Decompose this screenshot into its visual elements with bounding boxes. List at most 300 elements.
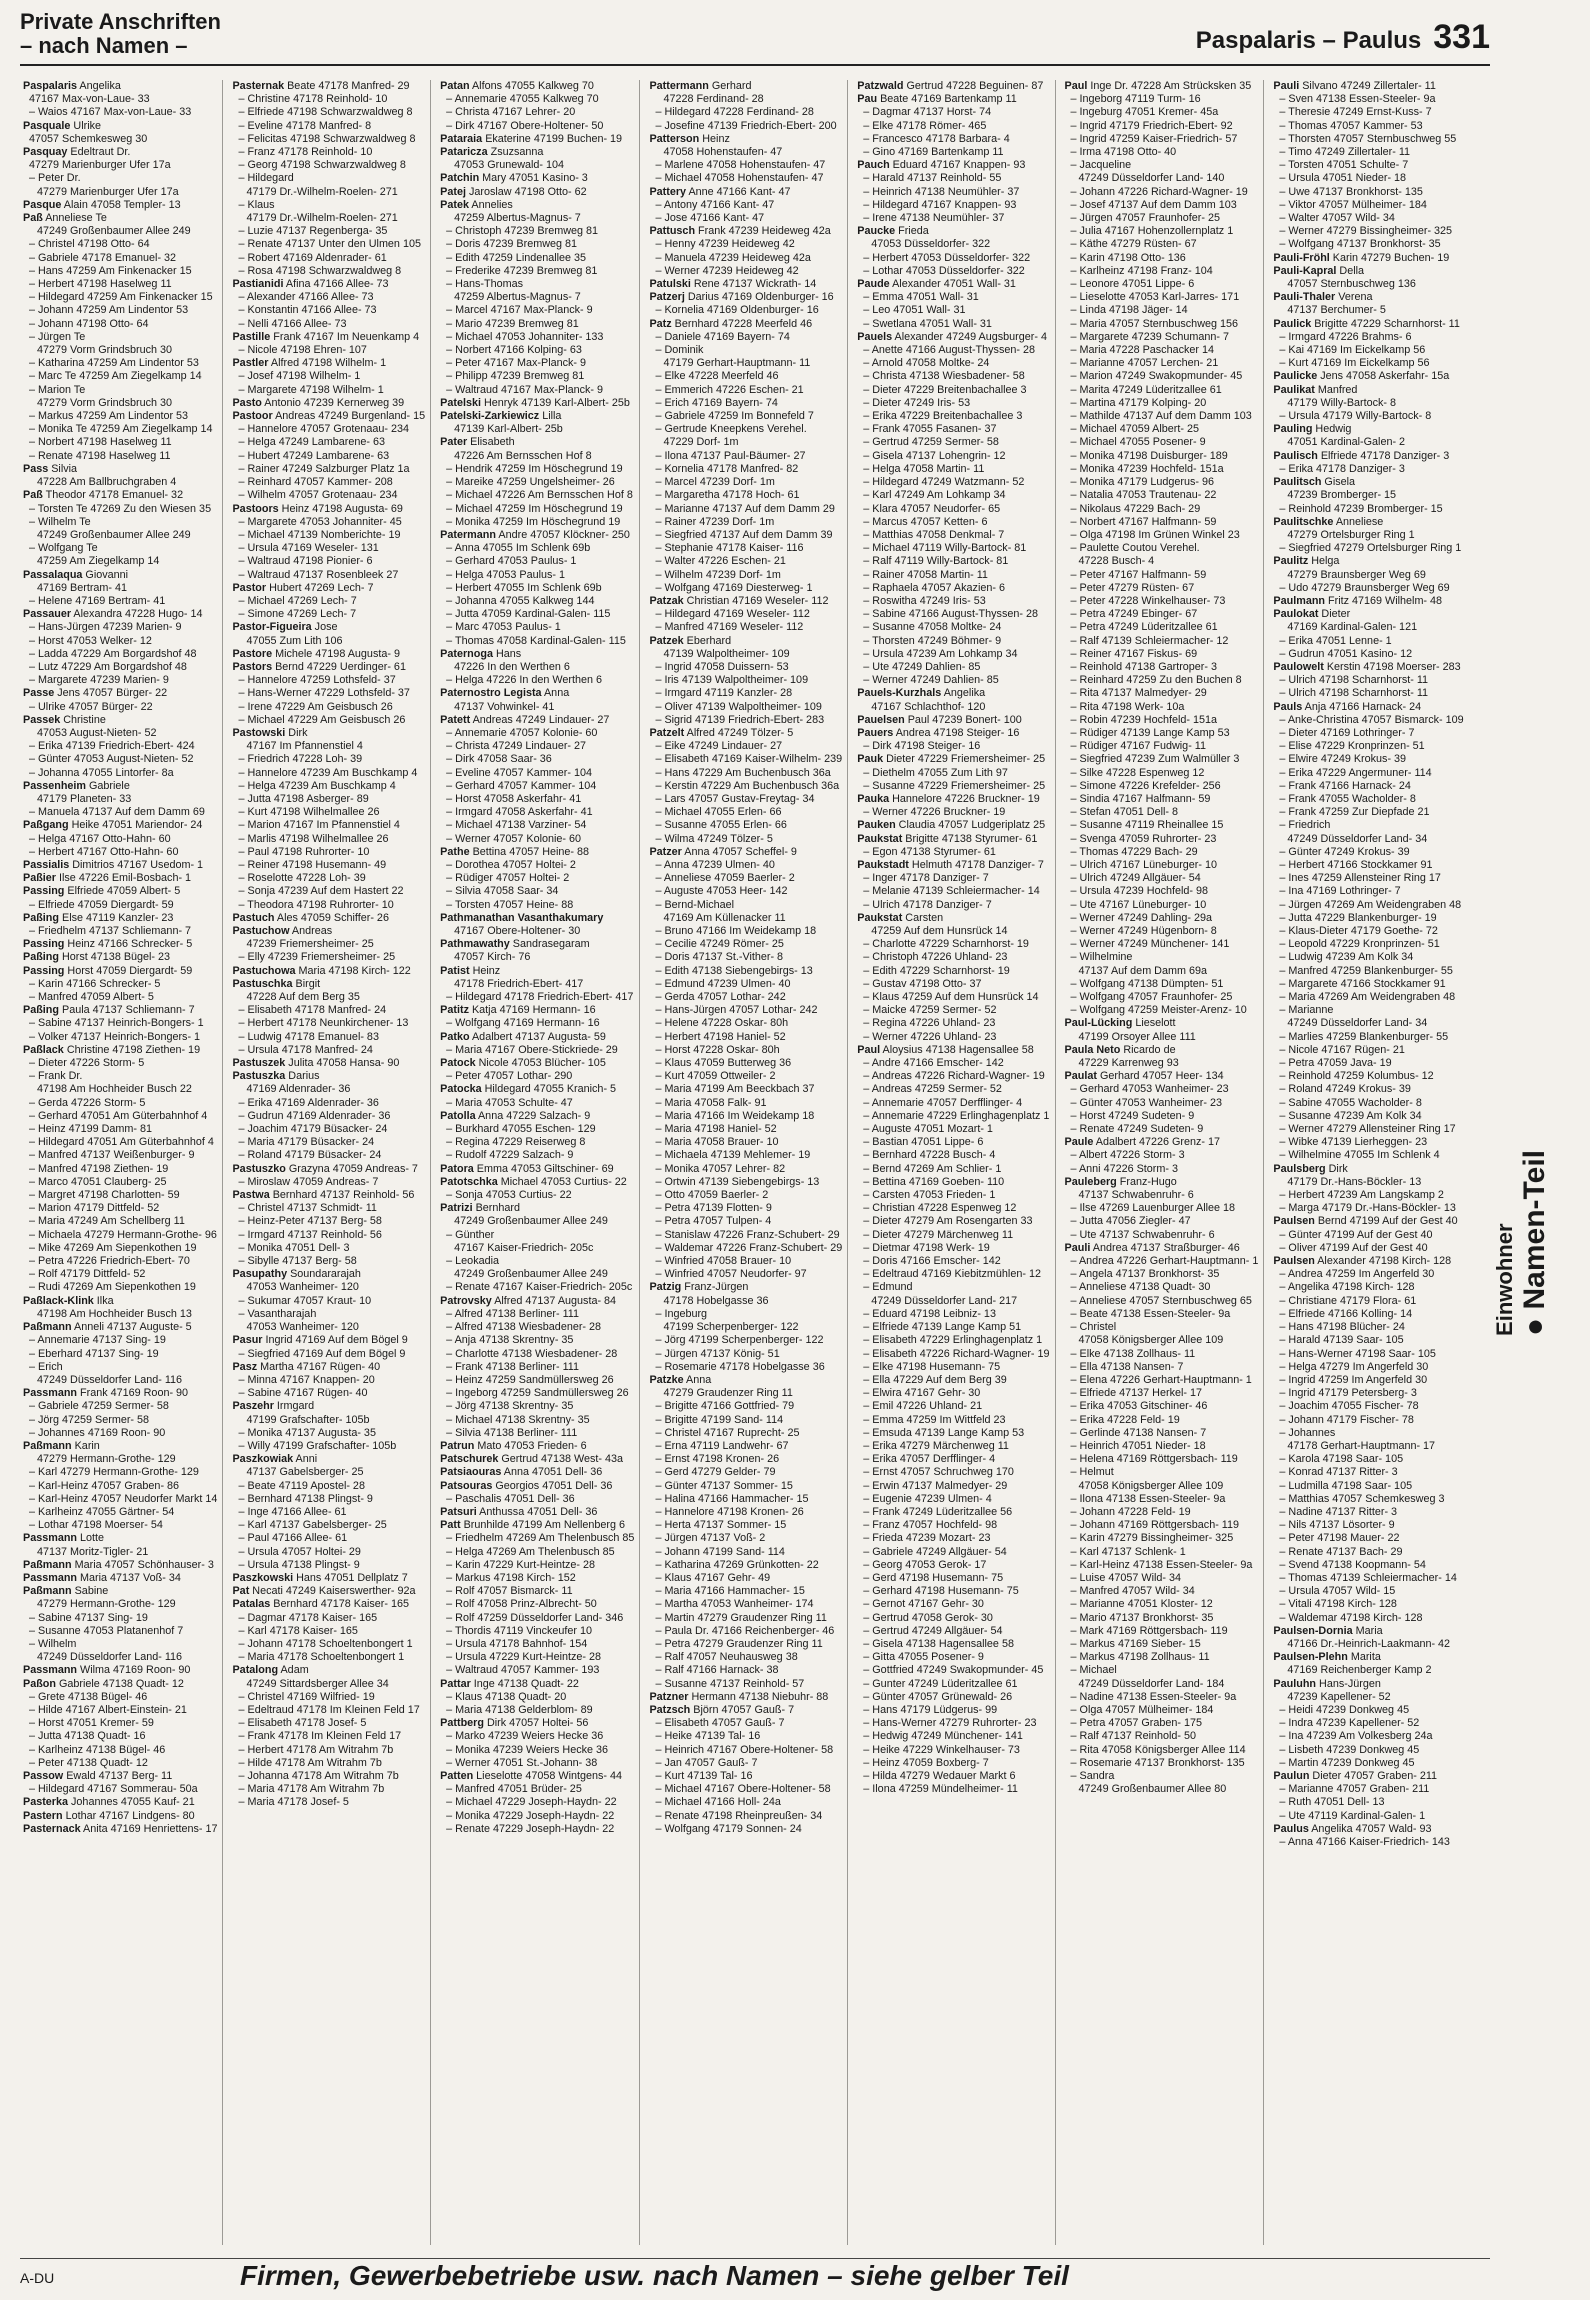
surname: Pataraia: [440, 132, 483, 145]
listing-entry: – Markus 47198 Kirch- 152: [446, 1571, 576, 1584]
listing-detail: Horst 47138 Bügel- 23: [59, 951, 171, 964]
listing-entry: – Susanne 47137 Reinhold- 57: [655, 1677, 805, 1690]
listing-entry: – Ulrich 47178 Danziger- 7: [863, 898, 992, 911]
listing-address-continuation: 47053 Düsseldorfer- 322: [871, 238, 991, 251]
listing-detail: Brunhilde 47199 Am Nellenberg 6: [460, 1519, 626, 1532]
listing-entry: – Irma 47198 Otto- 40: [1070, 146, 1177, 159]
listing-entry-head: [23, 1532, 217, 1545]
listing-entry: – Luzie 47137 Regenberga- 35: [238, 225, 388, 238]
listing-entry: – Bernd-Michael: [655, 898, 735, 911]
listing-address-continuation: 47179 Planeten- 33: [37, 792, 132, 805]
listing-entry: – Michael 47059 Albert- 25: [1070, 423, 1199, 436]
listing-entry: – Horst 47053 Welker- 12: [29, 634, 152, 647]
listing-entry: – Margarete 47198 Wilhelm- 1: [238, 383, 384, 396]
listing-entry-head: [232, 965, 425, 978]
listing-entry: – Monika Te 47259 Am Ziegelkamp 14: [29, 423, 213, 436]
listing-entry: – Josefine 47139 Friedrich-Ebert- 200: [655, 119, 837, 132]
listing-entry: – Sabine 47166 August-Thyssen- 28: [863, 608, 1038, 621]
surname: Patzer: [649, 845, 682, 858]
listing-entry-head: [23, 1823, 217, 1836]
listing-entry: – Dieter 47169 Lothringer- 7: [1279, 726, 1415, 739]
listing-entry: – Jutta 47059 Kardinal-Galen- 115: [446, 608, 611, 621]
listing-entry: – Thomas 47058 Kardinal-Galen- 115: [446, 634, 626, 647]
listing-entry: – Ursula 47229 Kurt-Heintze- 28: [446, 1651, 602, 1664]
listing-entry-head: [857, 331, 1049, 344]
listing-entry: – Maria 47166 Im Weidekamp 18: [655, 1109, 815, 1122]
listing-entry: – Bernd 47269 Am Schlier- 1: [863, 1162, 1002, 1175]
surname: Patzsch: [649, 1703, 691, 1716]
surname: Paternoga: [440, 647, 493, 660]
listing-detail: Ricardo de: [1120, 1043, 1176, 1056]
listing-entry: – Klaus 47259 Auf dem Hunsrück 14: [863, 991, 1039, 1004]
listing-entry: – Elisabeth 47057 Gauß- 7: [655, 1717, 785, 1730]
surname: Patock: [440, 1057, 476, 1070]
listing-entry: – Sukumar 47057 Kraut- 10: [238, 1294, 372, 1307]
listing-entry: – Georg 47198 Schwarzwaldweg 8: [238, 159, 406, 172]
listing-detail: Antonio 47239 Kernerweg 39: [261, 396, 405, 409]
listing-entry: – Gabriele 47249 Allgäuer- 54: [863, 1545, 1007, 1558]
listing-entry-head: [1273, 608, 1463, 621]
listing-detail: Kerstin 47198 Moerser- 283: [1323, 660, 1461, 673]
listing-entry: – Helga 47269 Am Thelenbusch 85: [446, 1545, 615, 1558]
listing-entry: – Hildegard 47169 Weseler- 112: [655, 608, 810, 621]
surname: Passmann: [23, 1571, 78, 1584]
surname: Pauken: [857, 819, 896, 832]
listing-entry: – Marianne: [1279, 1004, 1334, 1017]
listing-entry: – Ernst 47198 Kronen- 26: [655, 1453, 780, 1466]
listing-entry: – Paul 47166 Allee- 61: [238, 1532, 348, 1545]
listing-entry: – Svenga 47059 Ruhrorter- 23: [1070, 832, 1217, 845]
listing-entry: – Margret 47198 Charlotten- 59: [29, 1189, 180, 1202]
surname: Paßmann: [23, 1439, 72, 1452]
listing-entry: – Josef 47137 Auf dem Damm 103: [1070, 198, 1237, 211]
surname: Patulski: [649, 278, 691, 291]
listing-entry-head: [1273, 80, 1463, 93]
listing-detail: Bernd 47199 Auf der Gest 40: [1314, 1215, 1458, 1228]
listing-entry: – Herbert 47167 Otto-Hahn- 60: [29, 845, 179, 858]
listing-entry-head: [440, 912, 634, 925]
listing-entry-head: [649, 186, 842, 199]
listing-entry: – Egon 47138 Styrumer- 61: [863, 845, 996, 858]
listing-detail: Dieter 47057 Graben- 211: [1309, 1770, 1438, 1782]
listing-detail: Hubert 47269 Lech- 7: [266, 581, 374, 594]
listing-entry: – Edith 47229 Scharnhorst- 19: [863, 964, 1010, 977]
surname: Patitz: [440, 1004, 469, 1017]
listing-entry: – Elke 47198 Husemann- 75: [863, 1360, 1001, 1373]
listing-entry: – Dirk 47167 Obere-Holtener- 50: [446, 119, 604, 132]
listing-entry: – Franz 47057 Hochfeld- 98: [863, 1519, 998, 1532]
listing-entry-head: [649, 1691, 842, 1704]
listing-detail: Frank 47169 Roon- 90: [77, 1387, 189, 1400]
listing-entry: – Rainer 47058 Martin- 11: [863, 568, 988, 581]
listing-detail: Paul 47239 Bonert- 100: [904, 713, 1022, 726]
listing-entry-head: [232, 621, 425, 634]
listing-detail: Julita 47058 Hansa- 90: [285, 1057, 400, 1070]
surname: Paukstat: [857, 911, 903, 924]
listing-entry: – Edith 47259 Lindenallee 35: [446, 251, 587, 264]
listing-entry: – Erika 47228 Feld- 19: [1070, 1413, 1180, 1426]
listing-entry: – Irmgard 47137 Reinhold- 56: [238, 1228, 382, 1241]
listing-detail: Soundararajah: [287, 1268, 361, 1281]
listing-entry: – Johann 47199 Sand- 114: [655, 1545, 785, 1558]
listing-entry: – Bernhard 47228 Busch- 4: [863, 1149, 996, 1162]
listing-entry: – Hans-Werner 47229 Lothsfeld- 37: [238, 687, 410, 700]
listing-entry: – Thomas 47057 Kammer- 53: [1279, 119, 1423, 132]
surname: Patko: [440, 1030, 470, 1043]
listing-entry: – Hilde 47178 Am Witrahm 7b: [238, 1756, 382, 1769]
listing-entry-head: [232, 582, 425, 595]
listing-entry: – Petra 47249 Ebinger- 67: [1070, 608, 1198, 621]
surname: Pass: [23, 462, 49, 475]
listing-entry: – Klaus 47059 Butterweg 36: [655, 1057, 792, 1070]
listing-entry: – Georg 47053 Gerok- 17: [863, 1558, 987, 1571]
listing-detail: Gabriele 47138 Quadt- 12: [56, 1677, 184, 1690]
listing-detail: Hannelore 47226 Bruckner- 19: [889, 792, 1040, 805]
listing-entry-head: [649, 1374, 842, 1387]
listing-entry: – Sabine 47055 Wacholder- 8: [1279, 1096, 1422, 1109]
listing-detail: Marita: [1347, 1651, 1381, 1664]
listing-entry: – Gerhard 47053 Wanheimer- 23: [1070, 1083, 1229, 1096]
surname: Pauleberg: [1064, 1175, 1117, 1188]
listing-entry: – Wilhelm: [29, 1637, 77, 1650]
listing-address-continuation: 47179 Gerhart-Hauptmann- 11: [663, 357, 811, 370]
listing-entry: – Elfriede 47139 Lange Kamp 51: [863, 1321, 1022, 1334]
listing-entry: – Susanne 47055 Erlen- 66: [655, 819, 787, 832]
listing-entry: – Heinz 47199 Damm- 81: [29, 1123, 153, 1136]
listing-entry: – Elisabeth 47229 Erlinghagenplatz 1: [863, 1334, 1043, 1347]
listing-detail: Dirk: [1325, 1162, 1348, 1175]
listing-entry: – Klaus 47167 Gehr- 49: [655, 1571, 771, 1584]
listing-entry: – Joachim 47055 Fischer- 78: [1279, 1400, 1419, 1413]
listing-detail: Andreas: [289, 925, 333, 937]
listing-entry: – Torsten Te 47269 Zu den Wiesen 35: [29, 502, 212, 515]
listing-address-continuation: 47239 Kapellener- 52: [1287, 1690, 1391, 1703]
listing-entry: – Jutta 47056 Ziegler- 47: [1070, 1215, 1191, 1228]
listing-entry: – Werner 47249 Dahlien- 85: [863, 674, 999, 687]
listing-entry: – Michael 47055 Posener- 9: [1070, 436, 1206, 449]
listing-entry: – Horst 47058 Askerfahr- 41: [446, 792, 582, 805]
surname: Pauli: [1273, 80, 1300, 92]
listing-entry-head: [23, 463, 217, 476]
listing-entry: – Sandra: [1070, 1770, 1115, 1782]
listing-entry: – Alexander 47166 Allee- 73: [238, 291, 374, 304]
listing-entry-head: [440, 1031, 634, 1044]
surname: Pasternack: [23, 1822, 81, 1835]
listing-entry: – Susanne 47119 Rheinallee 15: [1070, 819, 1224, 832]
listing-entry: – Christel 47169 Wilfried- 19: [238, 1690, 375, 1703]
listing-entry: – Hannelore 47239 Am Buschkamp 4: [238, 766, 418, 779]
listing-entry: – Gerda 47057 Lothar- 242: [655, 991, 786, 1004]
listing-detail: Brigitte 47138 Styrumer- 61: [902, 832, 1038, 845]
listing-entry-head: [232, 1070, 425, 1083]
listing-entry: – Ursula 47178 Manfred- 24: [238, 1043, 373, 1056]
surname: Patsuri: [440, 1505, 477, 1518]
listing-entry: – Ina 47169 Lothringer- 7: [1279, 885, 1401, 898]
surname: Paula Neto: [1064, 1043, 1121, 1056]
listing-address-continuation: 47137 Schwabenruhr- 6: [1078, 1189, 1194, 1202]
listing-entry: – Herbert 47053 Düsseldorfer- 322: [863, 251, 1031, 264]
listing-entry: – Jan 47057 Gauß- 7: [655, 1756, 758, 1769]
listing-detail: Michael 47053 Curtius- 22: [497, 1175, 627, 1188]
listing-entry-head: [23, 1572, 217, 1585]
surname: Paul: [1064, 80, 1088, 92]
listing-address-continuation: 47058 Königsberger Allee 109: [1078, 1479, 1224, 1492]
listing-entry: – Thomas 47139 Schleiermacher- 14: [1279, 1571, 1457, 1584]
listing-entry: – Marcel 47167 Max-Planck- 9: [446, 304, 593, 317]
listing-detail: Manfred: [1314, 383, 1358, 396]
listing-entry: – Peter 47279 Rüsten- 67: [1070, 581, 1195, 594]
listing-entry: – Erika 47057 Derfflinger- 4: [863, 1453, 996, 1466]
listing-entry: – Jutta 47138 Quadt- 16: [29, 1730, 146, 1743]
listing-entry: – Anke-Christina 47057 Bismarck- 109: [1279, 713, 1464, 726]
listing-entry: – Beate 47119 Apostel- 28: [238, 1479, 365, 1492]
listing-entry: – Hans-Jürgen 47057 Lothar- 242: [655, 1004, 818, 1017]
listing-entry: – Christoph 47226 Uhland- 23: [863, 951, 1008, 964]
listing-entry: – Erika 47279 Märchenweg 11: [863, 1439, 1009, 1452]
listing-entry: – Günter 47053 August-Nieten- 52: [29, 753, 194, 766]
listing-entry: – Ute 47137 Schwabenruhr- 6: [1070, 1228, 1215, 1241]
listing-entry: – Gabriele 47178 Emanuel- 32: [29, 251, 177, 264]
listing-entry: – Johann 47226 Richard-Wagner- 19: [1070, 185, 1248, 198]
listing-entry: – Renate 47249 Sudeten- 9: [1070, 1123, 1204, 1136]
listing-entry: – Herta 47137 Sommer- 15: [655, 1519, 787, 1532]
listing-entry-head: [649, 291, 842, 304]
listing-entry-head: [857, 159, 1049, 172]
listing-entry: – Franz 47178 Reinhold- 10: [238, 146, 373, 159]
listing-detail: Carsten: [902, 911, 944, 924]
listing-detail: Alexander 47051 Wall- 31: [889, 278, 1016, 291]
listing-detail: Ingrid 47169 Auf dem Bögel 9: [262, 1334, 408, 1347]
listing-detail: Angelika 47057 Wald- 93: [1308, 1822, 1432, 1835]
listing-entry: – Torsten 47057 Heine- 88: [446, 898, 574, 911]
listing-entry: – Carsten 47053 Frieden- 1: [863, 1189, 996, 1202]
listing-entry: – Reinhold 47239 Bromberger- 15: [1279, 502, 1443, 515]
surname: Passing: [23, 938, 65, 951]
listing-entry-head: [23, 489, 217, 502]
listing-entry: – Dirk 47058 Saar- 36: [446, 753, 552, 766]
listing-entry: – Jörg 47138 Skrentny- 35: [446, 1400, 574, 1413]
surname: Pastern: [23, 1809, 63, 1822]
surname: Pattar: [440, 1677, 471, 1690]
surname: Paß: [23, 489, 43, 502]
side-tab-line1: Einwohner: [1492, 1223, 1517, 1336]
listing-entry: – Johann 47179 Fischer- 78: [1279, 1413, 1414, 1426]
listing-entry: – Leonore 47051 Lippe- 6: [1070, 278, 1195, 291]
surname: Pattery: [649, 185, 687, 198]
listing-detail: Bernhard 47137 Reinhold- 56: [269, 1189, 415, 1202]
listing-column: [229, 80, 431, 2245]
listing-entry: – Margarete 47053 Johanniter- 45: [238, 515, 402, 528]
listing-entry: – Elfriede 47166 Kolling- 14: [1279, 1307, 1413, 1320]
listing-entry-head: [23, 687, 217, 700]
listing-entry-head: [1065, 1136, 1259, 1149]
listing-entry: – Ingrid 47058 Duissern- 53: [655, 660, 789, 673]
side-tab-text: [1490, 1150, 1550, 1336]
listing-entry: – Gertrud 47259 Sermer- 58: [863, 436, 999, 449]
listing-entry: – Erika 47178 Danziger- 3: [1279, 462, 1405, 475]
listing-detail: Anna: [683, 1373, 712, 1386]
listing-entry: – Renate 47198 Haselweg 11: [29, 449, 171, 462]
listing-detail: Anneliese Te: [42, 212, 107, 225]
listing-entry: – Wilhelm Te: [29, 515, 91, 528]
listing-detail: Afina 47166 Allee- 73: [283, 278, 389, 291]
listing-entry: – Frieda 47239 Mozart- 23: [863, 1532, 991, 1545]
listing-entry-head: [23, 80, 217, 93]
listing-entry: – Michael 47166 Holl- 24a: [655, 1796, 781, 1809]
surname: Pastowski: [232, 726, 286, 739]
listing-entry-head: [23, 1295, 217, 1308]
listing-entry: – Jacqueline: [1070, 159, 1132, 172]
listing-entry: – Herbert 47198 Haselweg 11: [29, 278, 172, 291]
listing-entry: – Maria 47058 Falk- 91: [655, 1096, 767, 1109]
listing-entry: – Klara 47057 Neudorfer- 65: [863, 502, 1001, 515]
listing-entry: – Klaus 47138 Quadt- 20: [446, 1690, 567, 1703]
listing-detail: Sabine: [71, 1585, 109, 1598]
listing-column: [646, 80, 848, 2245]
listing-entry: – Winfried 47057 Neudorfer- 97: [655, 1268, 807, 1281]
listing-entry: – Ilona 47259 Mündelheimer- 11: [863, 1783, 1018, 1796]
listing-detail: Horst 47059 Diergardt- 59: [64, 964, 193, 977]
surname: Paszehr: [232, 1400, 274, 1413]
listing-entry: – Irmgard 47058 Askerfahr- 41: [446, 806, 593, 819]
listing-address-continuation: 47239 Friemersheimer- 25: [246, 938, 374, 951]
listing-entry: – Hilda 47279 Wedauer Markt 6: [863, 1770, 1016, 1782]
listing-detail: Georgios 47051 Dell- 36: [492, 1479, 613, 1492]
listing-entry: – Johann 47169 Röttgersbach- 119: [1070, 1519, 1240, 1532]
surname: Patelski: [440, 396, 481, 409]
listing-entry: – Siegfried 47279 Ortelsburger Ring 1: [1279, 542, 1462, 555]
listing-entry: – Miroslaw 47059 Andreas- 7: [238, 1175, 379, 1188]
listing-entry-head: [857, 727, 1049, 740]
listing-entry: – Karlheinz 47055 Gärtner- 54: [29, 1505, 175, 1518]
listing-entry: – Gottfried 47249 Swakopmunder- 45: [863, 1664, 1044, 1677]
listing-entry: – Kurt 47139 Tal- 16: [655, 1770, 753, 1782]
listing-entry: – Dagmar 47137 Horst- 74: [863, 106, 992, 119]
listing-entry: – Günter 47199 Auf der Gest 40: [1279, 1228, 1433, 1241]
listing-entry: – Renate 47137 Bach- 29: [1279, 1545, 1403, 1558]
listing-detail: Johannes 47055 Kauf- 21: [68, 1796, 195, 1809]
listing-entry: – Nadine 47138 Essen-Steeler- 9a: [1070, 1690, 1237, 1703]
listing-entry: – Michael 47058 Hohenstaufen- 47: [655, 172, 824, 185]
listing-entry: – Gudrun 47051 Kasino- 12: [1279, 647, 1413, 660]
listing-entry: – Leopold 47229 Kronprinzen- 51: [1279, 938, 1440, 951]
listing-entry: – Gunter 47249 Lüderitzallee 61: [863, 1677, 1018, 1690]
listing-entry: – Sonja 47053 Curtius- 22: [446, 1189, 572, 1202]
listing-entry: – Monika 47198 Duisburger- 189: [1070, 449, 1228, 462]
listing-entry-head: [23, 608, 217, 621]
listing-entry: – Elisabeth 47169 Kaiser-Wilhelm- 239: [655, 753, 843, 766]
listing-entry-head: [1065, 80, 1259, 93]
listing-entry-head: [1273, 476, 1463, 489]
listing-entry: – Ute 47167 Lüneburger- 10: [1070, 898, 1207, 911]
listing-detail: Hildegard 47055 Kranich- 5: [481, 1083, 617, 1096]
listing-detail: Christine 47198 Ziethen- 19: [63, 1043, 201, 1056]
listing-entry: – Elfriede 47137 Herkel- 17: [1070, 1387, 1202, 1400]
listing-entry: – Christian 47228 Espenweg 12: [863, 1202, 1017, 1215]
listing-address-continuation: 47279 Graudenzer Ring 11: [663, 1387, 793, 1400]
surname: Patek: [440, 198, 469, 211]
listing-address-continuation: 47179 Dr.-Hans-Böckler- 13: [1287, 1175, 1422, 1188]
listing-entry: – Wolfgang 47137 Bronkhorst- 35: [1279, 238, 1441, 251]
listing-detail: Anneliese: [1333, 515, 1384, 528]
listing-address-continuation: 47249 Düsseldorfer Land- 116: [37, 1373, 183, 1386]
surname: Patzner: [649, 1690, 689, 1703]
listing-entry: – Olga 47198 Im Grünen Winkel 23: [1070, 528, 1240, 541]
listing-entry: – Elke 47138 Zollhaus- 11: [1070, 1347, 1196, 1360]
listing-entry: – Marlene 47058 Hohenstaufen- 47: [655, 159, 826, 172]
listing-entry-head: [23, 1004, 217, 1017]
listing-entry: – Susanne 47239 Am Kolk 34: [1279, 1109, 1422, 1122]
listing-entry: – Ursula 47179 Willy-Bartock- 8: [1279, 410, 1432, 423]
listing-entry: – Walter 47057 Wild- 34: [1279, 212, 1395, 225]
surname: Passow: [23, 1770, 64, 1782]
listing-entry: – Minna 47167 Knappen- 20: [238, 1373, 375, 1386]
listing-entry: – Regina 47226 Uhland- 23: [863, 1017, 996, 1030]
listing-entry: – Christine 47178 Reinhold- 10: [238, 93, 388, 106]
listing-entry: – Viktor 47057 Mülheimer- 184: [1279, 198, 1427, 211]
listing-entry-head: [232, 1334, 425, 1347]
surname: Paulsen-Plehn: [1273, 1651, 1348, 1664]
listing-address-continuation: 47053 Wanheimer- 120: [246, 1281, 359, 1294]
listing-entry: – Diethelm 47055 Zum Lith 97: [863, 766, 1008, 779]
listing-entry-head: [1273, 1651, 1463, 1664]
listing-entry: – Anette 47166 August-Thyssen- 28: [863, 344, 1035, 357]
surname: Paukstadt: [857, 858, 909, 871]
listing-detail: Mato 47053 Frieden- 6: [474, 1439, 587, 1452]
header-divider: [20, 64, 1490, 66]
listing-entry: – Johanna 47055 Lintorfer- 8a: [29, 766, 174, 779]
listing-entry: – Erika 47169 Aldenrader- 36: [238, 1096, 379, 1109]
listing-entry: – Erika 47229 Breitenbachallee 3: [863, 410, 1023, 423]
listing-detail: Lotte: [77, 1532, 105, 1545]
listing-entry: – Annemarie 47057 Kolonie- 60: [446, 726, 598, 739]
surname: Paßier: [23, 872, 57, 885]
listing-entry-head: [440, 1440, 634, 1453]
listing-entry: – Horst 47228 Oskar- 80h: [655, 1043, 780, 1056]
surname: Pattermann: [649, 80, 709, 92]
listing-entry: – Thorsten 47249 Böhmer- 9: [863, 634, 1002, 647]
listing-detail: Annelies: [468, 198, 513, 211]
listing-detail: Adam: [278, 1664, 309, 1677]
listing-entry: – Regina 47229 Reiserweg 8: [446, 1136, 586, 1149]
surname: Patora: [440, 1162, 474, 1175]
listing-entry: – Mathilde 47137 Auf dem Damm 103: [1070, 410, 1252, 423]
listing-entry: – Ilona 47138 Essen-Steeler- 9a: [1070, 1492, 1226, 1505]
listing-entry: – Hans-Jürgen 47239 Marien- 9: [29, 621, 182, 634]
listing-entry-head: [232, 1057, 425, 1070]
listing-entry: – Peter 47138 Quadt- 12: [29, 1756, 148, 1769]
listing-entry: – Rita 47198 Werk- 10a: [1070, 700, 1185, 713]
listing-entry: – Stefan 47051 Dell- 8: [1070, 806, 1178, 819]
listing-address-continuation: 47137 Moritz-Tigler- 21: [37, 1545, 149, 1558]
listing-detail: Sandrasegaram: [509, 938, 590, 951]
listing-detail: Katja 47169 Hermann- 16: [468, 1004, 596, 1017]
listing-detail: Elfriede 47059 Albert- 5: [64, 885, 181, 898]
listing-entry-head: [23, 819, 217, 832]
listing-detail: Wilma 47169 Roon- 90: [77, 1664, 191, 1677]
listing-entry: – Peter Dr.: [29, 172, 81, 185]
surname: Paßlack-Klink: [23, 1294, 94, 1307]
listing-entry-head: [440, 1770, 634, 1783]
listing-entry-head: [1273, 318, 1463, 331]
listing-entry-head: [1273, 1215, 1463, 1228]
listing-entry-head: [232, 1664, 425, 1677]
listing-entry-head: [440, 199, 634, 212]
listing-entry: – Stanislaw 47226 Franz-Schubert- 29: [655, 1228, 840, 1241]
listing-entry: – Jürgen Te: [29, 330, 86, 343]
listing-detail: Emma 47053 Giltschiner- 69: [473, 1162, 614, 1175]
listing-entry: – Helga 47226 In den Werthen 6: [446, 674, 603, 687]
